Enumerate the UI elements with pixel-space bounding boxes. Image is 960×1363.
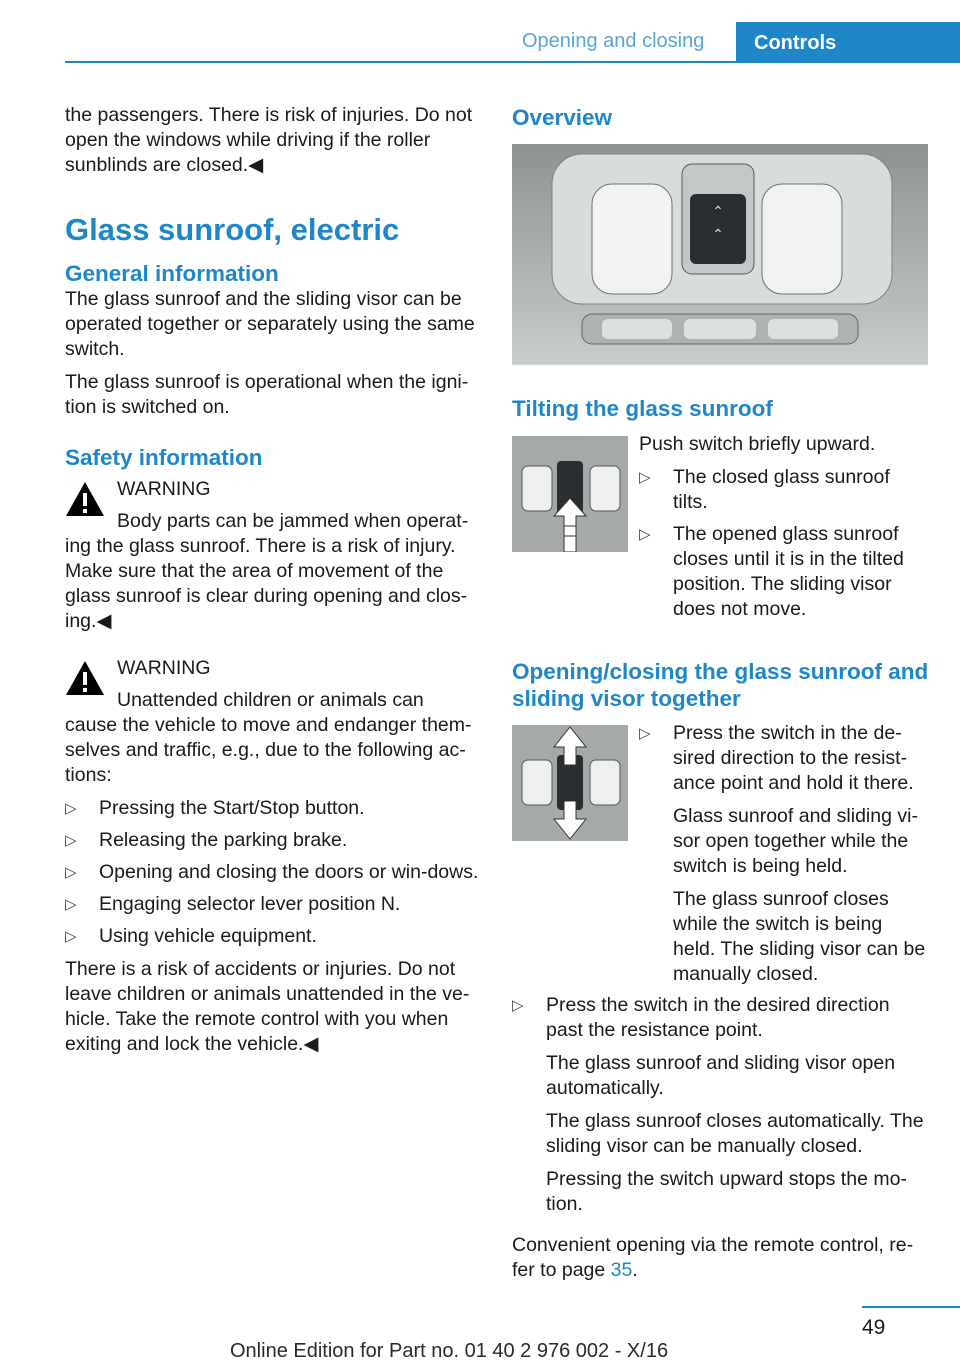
page-title: Glass sunroof, electric: [65, 212, 400, 247]
remote-paragraph: Convenient opening via the remote control, re-fer to page 35.: [512, 1234, 914, 1281]
warning-label: WARNING: [117, 657, 211, 679]
list-item: ▷ Press the switch in the de-sired direction to the resist-ance point and hold it there. Glass sunroof and sliding vi-sor open together while the switch is being held. The glass sunroof closes while the switch is being held. The sliding visor can be manually closed.: [639, 722, 926, 985]
bullet-icon: ▷: [65, 928, 77, 945]
footer-edition: Online Edition for Part no. 01 40 2 976 002 - X/16: [230, 1340, 669, 1362]
bullet-icon: ▷: [639, 526, 651, 543]
open-text-narrow: [639, 721, 929, 995]
tilt-intro: Push switch briefly upward.: [639, 433, 876, 455]
list-item: ▷ Pressing the Start/Stop button.: [65, 797, 365, 819]
bullet-icon: ▷: [65, 800, 77, 817]
warning-triangle-icon: [65, 660, 105, 696]
bullet-icon: ▷: [65, 896, 77, 913]
general-paragraph-1: The glass sunroof and the sliding visor can be operated together or separately using the same switch.: [65, 288, 475, 360]
open-list-2: [512, 993, 930, 1217]
warning-triangle-icon: [65, 481, 105, 517]
list-item: ▷ The opened glass sunroof closes until it is in the tilted position. The sliding visor does not move.: [639, 523, 904, 620]
svg-text:⌃: ⌃: [712, 203, 724, 219]
open-heading: Opening/closing the glass sunroof and sliding visor together: [512, 659, 929, 711]
left-column: [65, 103, 480, 1065]
warning-text: ing the glass sunroof. There is a risk of injury. Make sure that the area of movement of the glass sunroof is clear during opening and clos-ing.◀: [65, 535, 468, 632]
open-text-wide: [512, 993, 930, 1291]
actions-list: [65, 796, 480, 949]
warning-text: cause the vehicle to move and endanger them-selves and traffic, e.g., due to the following ac-tions:: [65, 714, 472, 786]
tilt-heading: Tilting the glass sunroof: [512, 396, 773, 421]
warning-text-first-line: Body parts can be jammed when operat-: [117, 510, 469, 532]
bullet-icon: ▷: [65, 832, 77, 849]
tilt-text: [639, 432, 929, 630]
footer-rule: [862, 1306, 960, 1308]
page-number: 49: [862, 1316, 886, 1339]
general-heading: General information: [65, 261, 279, 286]
bullet-icon: ▷: [65, 864, 77, 881]
header-chapter-tab: Controls: [736, 22, 960, 62]
svg-text:⌃: ⌃: [712, 226, 724, 242]
warning-block-2: [65, 656, 480, 788]
warning-text-first-line: Unattended children or animals can: [117, 689, 424, 711]
page-link[interactable]: 35: [610, 1259, 633, 1281]
overview-switch-photo: [512, 144, 928, 365]
warning-label: WARNING: [117, 478, 211, 500]
bullet-icon: ▷: [512, 997, 524, 1014]
warning-block-1: [65, 477, 480, 634]
closing-paragraph: There is a risk of accidents or injuries. Do not leave children or animals unattended in the ve-hicle. Take the remote control with you when exiting and lock the vehicle.◀: [65, 958, 470, 1055]
header-section-title: Opening and closing: [522, 30, 705, 52]
list-item: ▷ Opening and closing the doors or win-dows.: [65, 861, 479, 883]
header-rule: [65, 61, 960, 63]
list-item: ▷ Using vehicle equipment.: [65, 925, 317, 947]
list-item: ▷ Press the switch in the desired direction past the resistance point. The glass sunroof and sliding visor open automatically. The glass sunroof closes automatically. The sliding visor can be manually closed. Pressing the switch upward stops the mo-tion.: [512, 994, 924, 1215]
open-close-switch-photo: [512, 725, 628, 841]
safety-heading: Safety information: [65, 445, 263, 470]
intro-paragraph: the passengers. There is risk of injuries. Do not open the windows while driving if the roller sunblinds are closed.◀: [65, 104, 473, 176]
overview-heading: Overview: [512, 105, 613, 130]
bullet-icon: ▷: [639, 469, 651, 486]
tilt-list: [639, 465, 929, 622]
open-list-1: [639, 721, 929, 987]
list-item: ▷ Engaging selector lever position N.: [65, 893, 401, 915]
bullet-icon: ▷: [639, 725, 651, 742]
general-paragraph-2: The glass sunroof is operational when the igni-tion is switched on.: [65, 371, 469, 418]
list-item: ▷ Releasing the parking brake.: [65, 829, 348, 851]
tilt-switch-photo: [512, 436, 628, 552]
list-item: ▷ The closed glass sunroof tilts.: [639, 466, 890, 513]
